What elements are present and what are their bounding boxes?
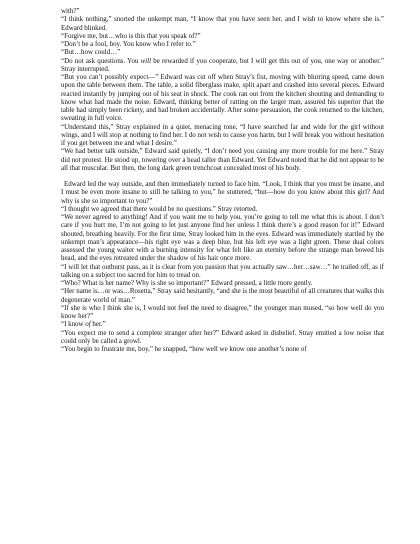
paragraph-14: “Who? What is her name? Why is she so important?” Edward pressed, a little more gently.	[61, 279, 313, 287]
paragraph-1: with?”	[61, 7, 80, 15]
paragraph-10: Edward led the way outside, and then immediately turned to face him. “Look, I think that you must be insane, and I must be even more insane to still be talking to you,” he stuttered, “but—how do you know about this girl? And why is she so important to you?”	[61, 180, 384, 205]
emphasis-text: will	[140, 56, 152, 65]
section-gap	[61, 172, 384, 180]
emphasis-text: of	[85, 320, 91, 329]
paragraph-18: “You expect me to send a complete stranger after her?” Edward asked in disbelief. Stray emitted a low noise that could only be called a growl.	[61, 328, 384, 345]
paragraph-5: “But…how could…”	[61, 48, 121, 57]
paragraph-12: “We never agreed to anything! And if you want me to help you, you’re going to tell me what this is about. I don’t care if you hurt me, I’m not going to let just anyone find her unless I think there’s a good reason for it!” Edward shouted, breathing heavily. For the first time, Stray looked him in the eyes. Edward was immediately startled by the unkempt man’s appearance—his right eye was a deep blue, but his left eye was a light green. These dual colors assessed the young waiter with a burning intensity for what felt like an eternity before the strange man bowed his head, and the eyes retreated under the shadow of his hair once more.	[61, 213, 384, 263]
paragraph-6: “Do not ask questions. You will be rewarded if you cooperate, but I will get this out of you, one way or another.” Stray interrupted.	[61, 56, 385, 73]
paragraph-7: “But you can’t possibly expect—” Edward was cut off when Stray’s fist, moving with blurring speed, came down upon the table between them. The table, a solid fiberglass make, split apart and crashed into several pieces. Edward reacted instantly by jumping out of his seat in shock. The cook ran out from the kitchen shouting and demanding to know what had made the noise. Edward, thinking better of ratting on the larger man, assured his superior that the table had simply been rickety, and had broken accidentally. After some persuasion, the cook returned to the kitchen, sweating in full voice.	[61, 73, 384, 123]
paragraph-17: “I know of her.”	[61, 320, 106, 329]
paragraph-2: “I think nothing,” snorted the unkempt man, “I know that you have seen her, and I wish to know where she is.” Edward blinked.	[61, 15, 384, 32]
paragraph-15: “Her name is…or was…Rosetta,” Stray said hesitantly, “and she is the most beautiful of all creatures that walks this degenerate world of man.”	[61, 287, 384, 304]
paragraph-9: “We had better talk outside,” Edward said quietly, “I don’t need you causing any more trouble for me here.” Stray did not protest. He stood up, towering over a head taller than Edward. Yet Edward noted that he did not appear to be all that muscular. But then, the long dark green trenchcoat concealed most of his body.	[61, 147, 384, 172]
paragraph-13: “I will let that outburst pass, as it is clear from you passion that you actually saw…her…saw…” he trailed off, as if talking on a subject too sacred for him to tread on.	[61, 262, 384, 279]
paragraph-4: “Don’t be a fool, boy. You know who I refer to.”	[61, 40, 196, 48]
paragraph-11: “I thought we agreed that there would be no questions.” Stray retorted.	[61, 204, 258, 213]
paragraph-8: “Understand this,” Stray explained in a quiet, menacing tone, “I have searched far and wide for the girl without wings, and I will stop at nothing to find her. I do not wish to cause you harm, but I will break you without hesitation if you get between me and what I desire.”	[61, 122, 384, 147]
paragraph-19: “You begin to frustrate me, boy,” he snapped, “how well we know one another’s none of	[61, 345, 307, 353]
paragraph-16: “If she is who I think she is, I would not feel the need to disagree,” the younger man mused, “so how well do you know her?”	[61, 303, 384, 320]
paragraph-3: “Forgive me, but…who is this that you speak of?”	[61, 31, 201, 40]
